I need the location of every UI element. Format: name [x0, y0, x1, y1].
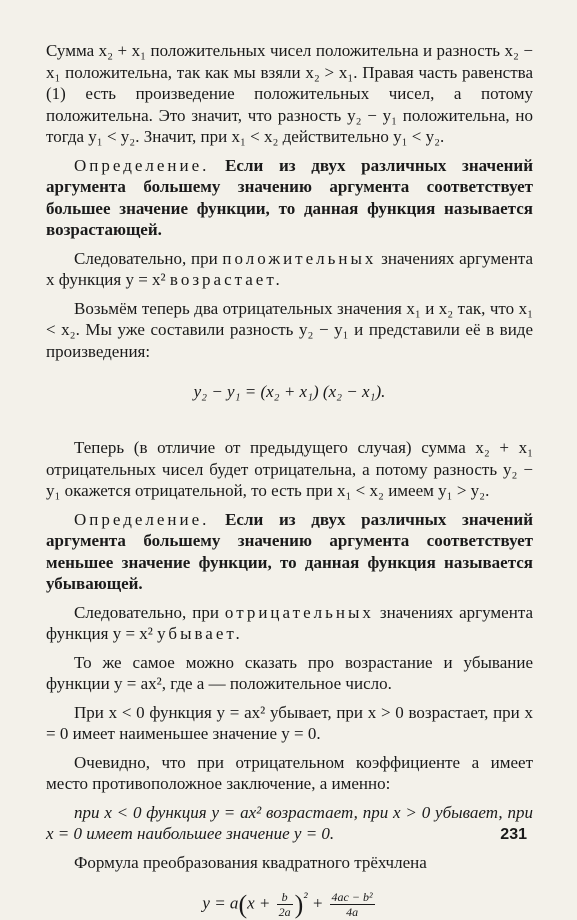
plus-sign: + [311, 893, 324, 913]
paragraph-formula-intro: Формула преобразования квадратного трёхчлена [74, 852, 427, 872]
spaced-word: отрицательных [224, 602, 374, 622]
fraction-b-over-2a [277, 890, 293, 919]
exponent: ² [303, 890, 308, 906]
right-paren: ) [294, 889, 304, 919]
definition-label: Определение. [74, 155, 210, 175]
paragraph-conclusion-increasing [46, 248, 533, 291]
formula-difference: y₂ − y₁ = (x₂ + x₁) (x₂ − x₁). [193, 382, 386, 401]
text-span: значениях аргумента функция y = x² [46, 602, 534, 643]
definition-text: Если из двух различных значений аргумента большему значению аргумента соответствует меньшее значение функции, то данная функция называется убывающей. [46, 509, 534, 593]
fraction-numerator: b [277, 890, 293, 905]
spaced-word: убывает. [157, 624, 243, 643]
definition-decreasing [46, 509, 533, 595]
paragraph-proof-positive: Сумма x₂ + x₁ положительных чисел положительна и разность x₂ − x₁ положительна, так как мы взяли x₂ > x₁. Правая часть равенства (1) есть произведение положительных чисел, а потому положительна. Это значит, что разность y₂ − y₁ положительна, но тогда y₁ < y₂. Значит, при x₁ < x₂ действительно y₁ < y₂. [46, 41, 533, 146]
definition-text: Если из двух различных значений аргумента большему значению аргумента соответствует большее значение функции, то данная функция называется возрастающей. [46, 155, 534, 239]
spaced-word: положительных [222, 248, 377, 268]
paragraph-monotonic-negative-a: при x < 0 функция y = ax² возрастает, при x > 0 убывает, при x = 0 имеет наибольшее значение y = 0. [46, 802, 533, 843]
fraction-denominator: 2a [278, 905, 291, 920]
text-span: значениях аргумента x функция y = x² [46, 248, 534, 289]
fraction-discriminant [330, 890, 375, 919]
definition-increasing [46, 155, 533, 241]
spaced-word: возрастает. [169, 270, 283, 289]
fraction-denominator: 4a [346, 905, 359, 920]
paragraph-monotonic-positive-a: При x < 0 функция y = ax² убывает, при x > 0 возрастает, при x = 0 имеет наименьшее значение y = 0. [46, 702, 533, 743]
paragraph-same-for-ax2: То же самое можно сказать про возрастание и убывание функции y = ax², где a — положительное число. [46, 652, 533, 693]
paragraph-proof-negative: Теперь (в отличие от предыдущего случая) сумма x₂ + x₁ отрицательных чисел будет отрицательна, а потому разность y₂ − y₁ окажется отрицательной, то есть при x₁ < x₂ имеем y₁ > y₂. [46, 438, 533, 500]
paragraph-conclusion-decreasing [46, 602, 533, 645]
left-paren: ( [238, 889, 248, 919]
page-number: 231 [500, 826, 527, 843]
paragraph-negative-values: Возьмём теперь два отрицательных значения x₁ и x₂ так, что x₁ < x₂. Мы уже составили разность y₂ − y₁ и представили её в виде произведения: [46, 298, 533, 361]
text-span: Следовательно, при [74, 602, 219, 622]
definition-label: Определение. [74, 509, 210, 529]
formula-completed-square [46, 883, 533, 920]
fraction-numerator: 4ac − b² [331, 890, 373, 905]
text-span: Следовательно, при [74, 248, 218, 268]
formula-lhs: y = a [202, 893, 239, 913]
paragraph-negative-coefficient: Очевидно, что при отрицательном коэффициенте a имеет место противоположное заключение, а именно: [46, 752, 533, 793]
formula-term: x + [247, 893, 271, 913]
